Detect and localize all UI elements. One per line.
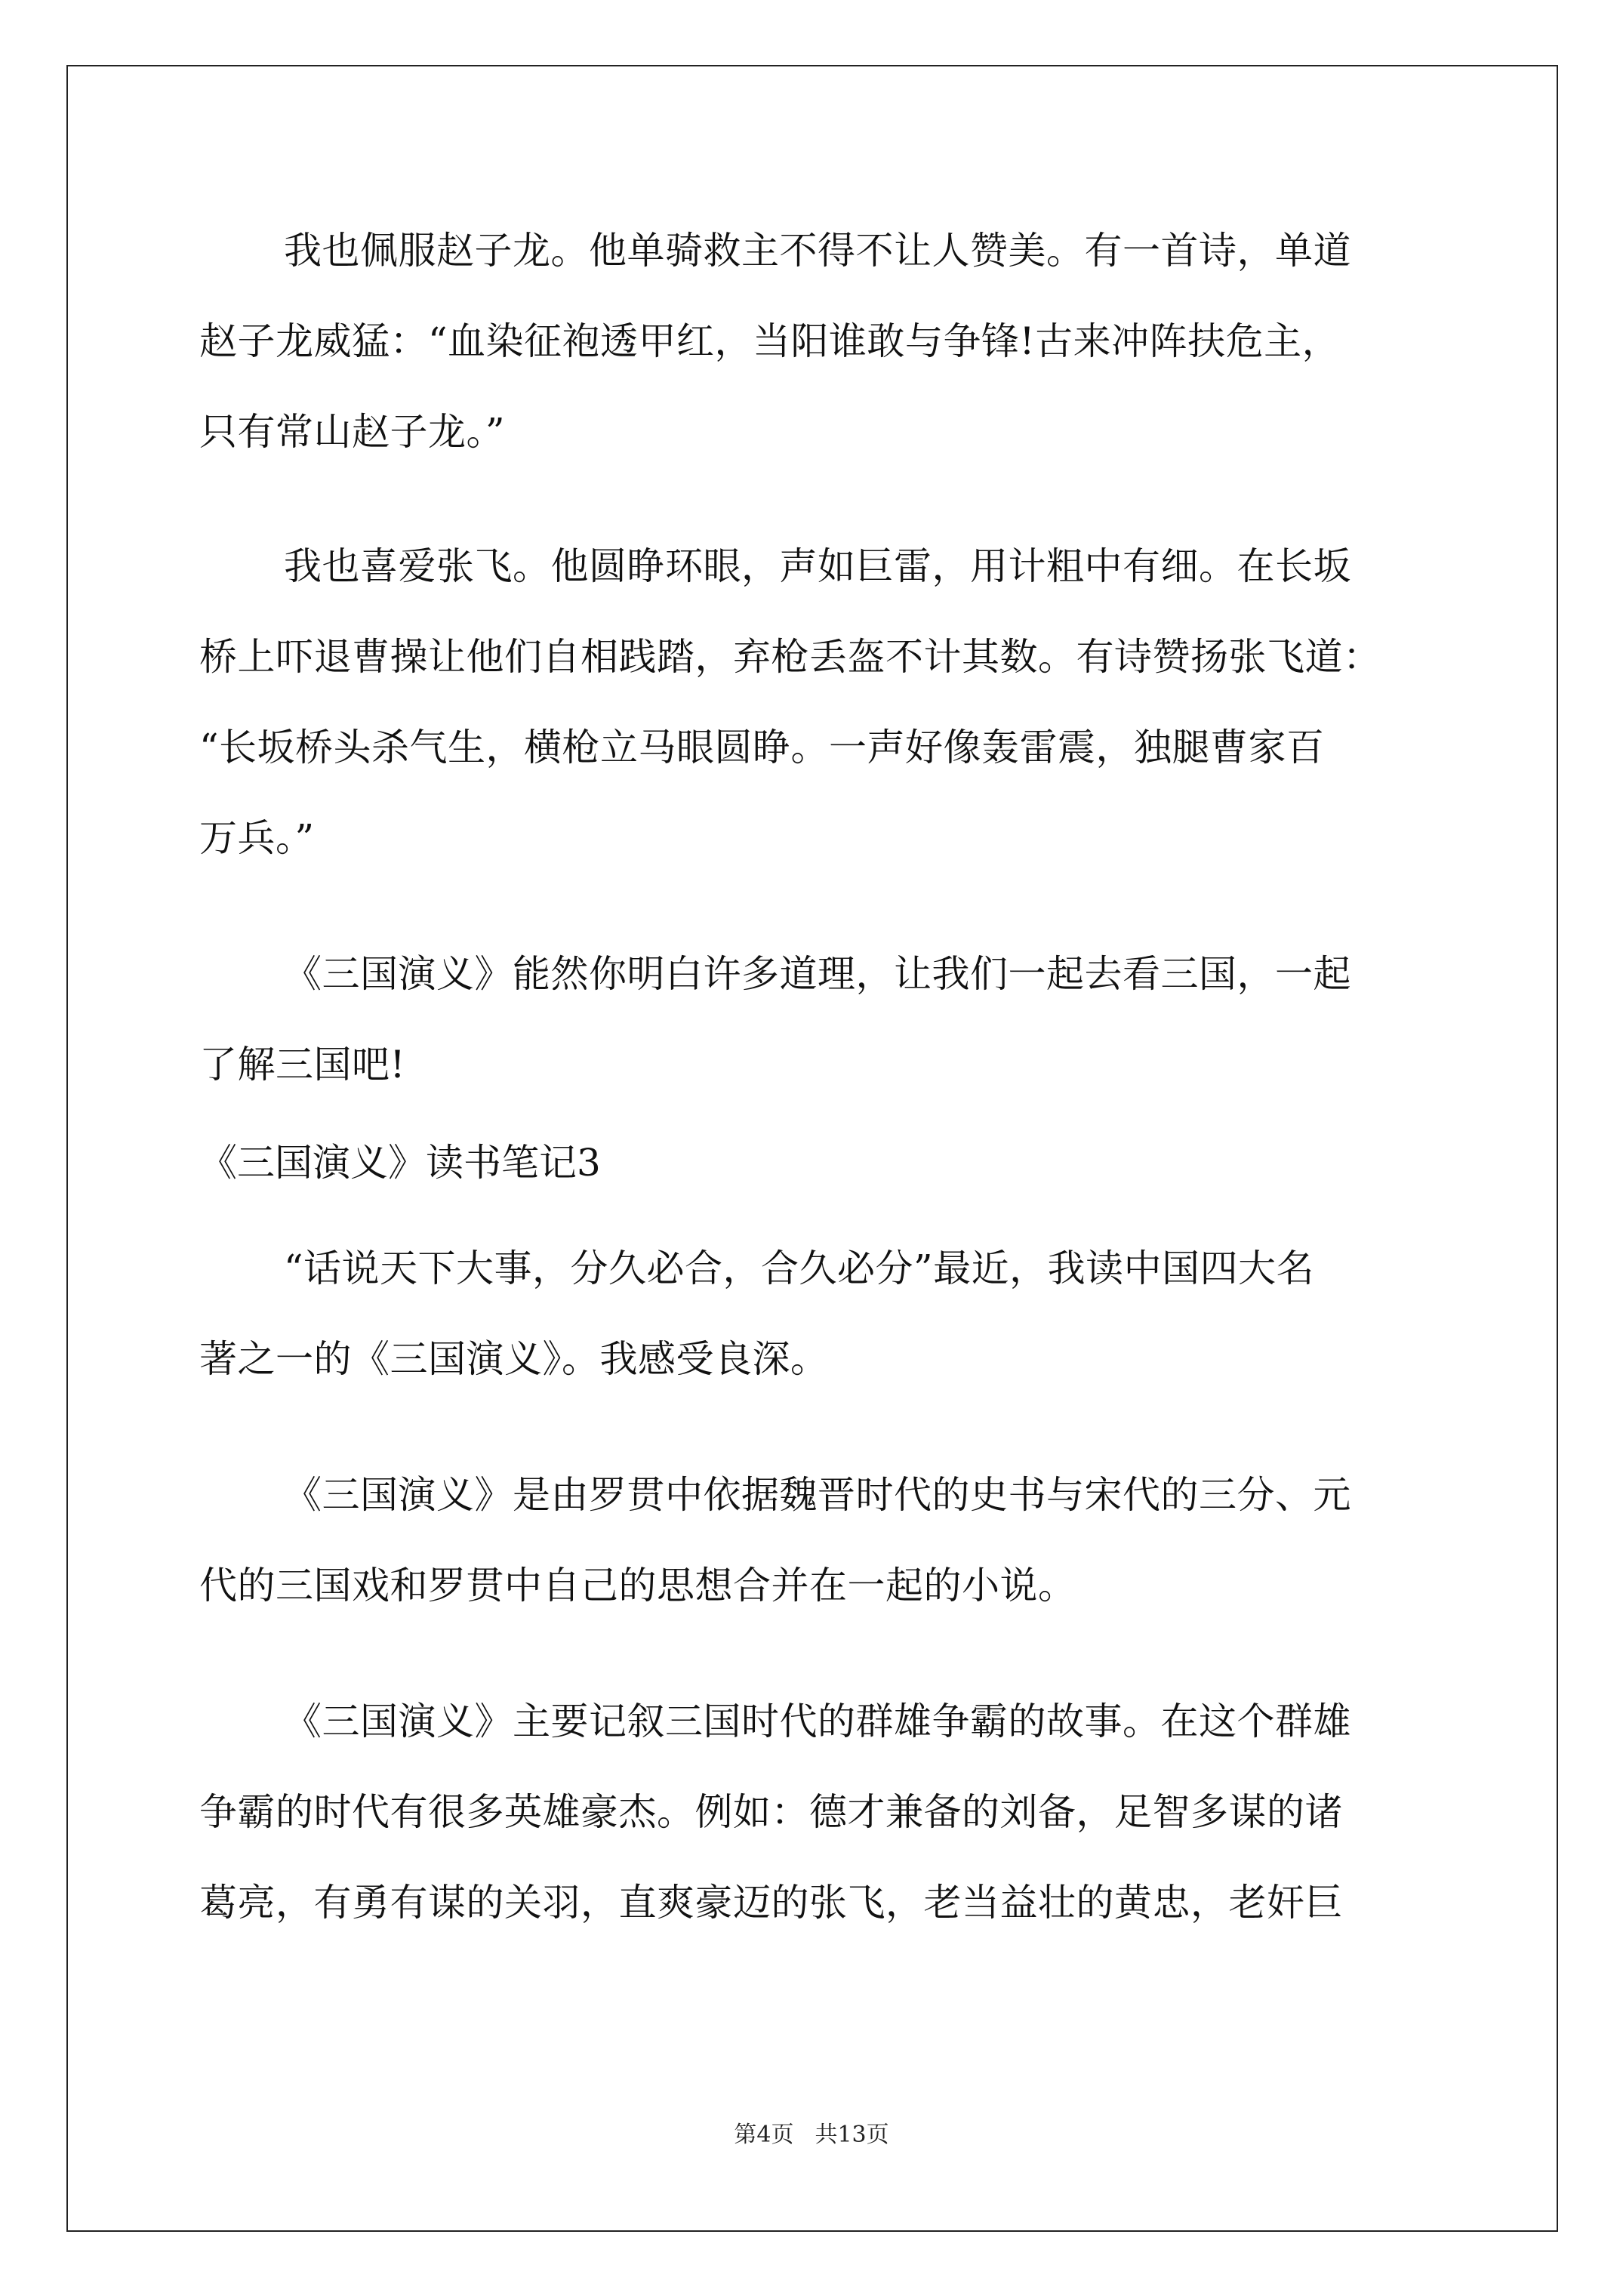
paragraph-line: 只有常山赵子龙。”: [199, 410, 506, 454]
paragraph-line: 了解三国吧!: [199, 1043, 406, 1086]
paragraph-line: 《三国演义》是由罗贯中依据魏晋时代的史书与宋代的三分、元: [284, 1473, 1351, 1517]
paragraph-line: 著之一的《三国演义》。我感受良深。: [199, 1337, 829, 1381]
section-heading: 《三国演义》读书笔记3: [199, 1141, 601, 1185]
paragraph-line: 《三国演义》能然你明白许多道理，让我们一起去看三国，一起: [284, 952, 1351, 996]
paragraph-line: 万兵。”: [199, 816, 315, 860]
page-total: 共13页: [815, 2122, 889, 2148]
page-number: 第4页: [734, 2122, 794, 2148]
paragraph-line: 代的三国戏和罗贯中自己的思想合并在一起的小说。: [199, 1564, 1076, 1607]
page-footer: [0, 2120, 1623, 2150]
paragraph-line: 我也喜爱张飞。他圆睁环眼，声如巨雷，用计粗中有细。在长坂: [284, 544, 1351, 588]
paragraph-line: 争霸的时代有很多英雄豪杰。例如：德才兼备的刘备，足智多谋的诸: [199, 1790, 1343, 1834]
paragraph-line: 《三国演义》主要记叙三国时代的群雄争霸的故事。在这个群雄: [284, 1700, 1351, 1743]
paragraph-line: “长坂桥头杀气生，横枪立马眼圆睁。一声好像轰雷震，独腿曹家百: [199, 726, 1325, 769]
paragraph-line: 桥上吓退曹操让他们自相践踏，弃枪丢盔不计其数。有诗赞扬张飞道：: [199, 635, 1381, 679]
paragraph-line: 赵子龙威猛：“血染征袍透甲红，当阳谁敢与争锋!古来冲阵扶危主，: [199, 319, 1341, 363]
paragraph-line: 我也佩服赵子龙。他单骑救主不得不让人赞美。有一首诗，单道: [284, 229, 1351, 273]
paragraph-line: “话说天下大事，分久必合，合久必分”最近，我读中国四大名: [284, 1247, 1315, 1290]
paragraph-line: 葛亮，有勇有谋的关羽，直爽豪迈的张飞，老当益壮的黄忠，老奸巨: [199, 1881, 1343, 1925]
